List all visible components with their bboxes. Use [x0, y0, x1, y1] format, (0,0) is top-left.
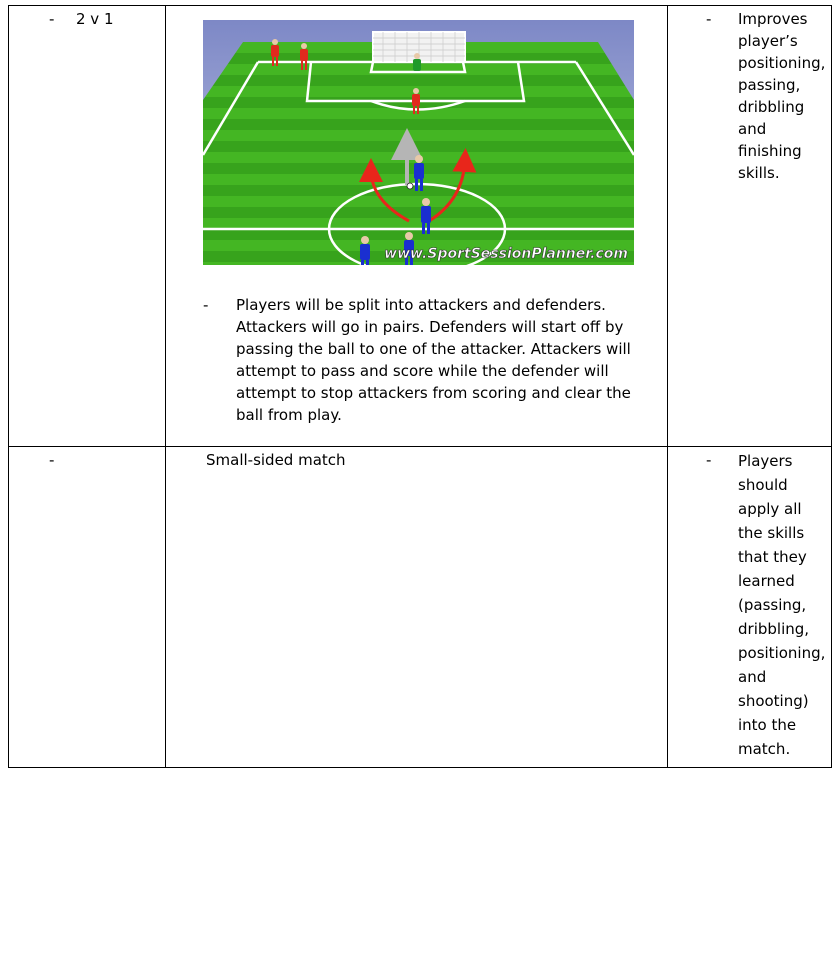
activity-description-text: Small-sided match: [206, 451, 346, 469]
watermark: www.SportSessionPlanner.com: [384, 246, 628, 262]
list-dash: -: [706, 10, 712, 28]
activity-name-cell: [9, 6, 166, 447]
objective-cell: [668, 6, 832, 447]
pitch: [203, 42, 634, 265]
table-row: [9, 6, 832, 447]
activity-name-cell: [9, 447, 166, 768]
objective-text: Players should apply all the skills that they learned (passing, dribbling, positioning, and shooting) into the match.: [738, 452, 826, 758]
list-dash: -: [203, 296, 209, 314]
drill-description-text: Players will be split into attackers and defenders. Attackers will go in pairs. Defenders will start off by passing the ball to one of the attacker. Attackers will attempt to pass and score while the defender will attempt to stop attackers from scoring and clear the ball from play.: [236, 296, 631, 424]
drill-diagram: [203, 20, 634, 265]
goalkeeper: [413, 53, 421, 71]
list-dash: -: [49, 10, 55, 28]
table-row: [9, 447, 832, 768]
ball: [407, 183, 413, 189]
drill-description: [203, 294, 658, 426]
activity-description-cell: [166, 447, 668, 768]
activity-name: 2 v 1: [76, 10, 114, 28]
objective-cell: [668, 447, 832, 768]
activity-description-cell: [166, 6, 668, 447]
list-dash: -: [49, 451, 55, 469]
objective-text: Improves player’s positioning, passing, dribbling and finishing skills.: [738, 10, 826, 182]
list-dash: -: [706, 451, 712, 469]
session-plan-table: [8, 5, 832, 768]
